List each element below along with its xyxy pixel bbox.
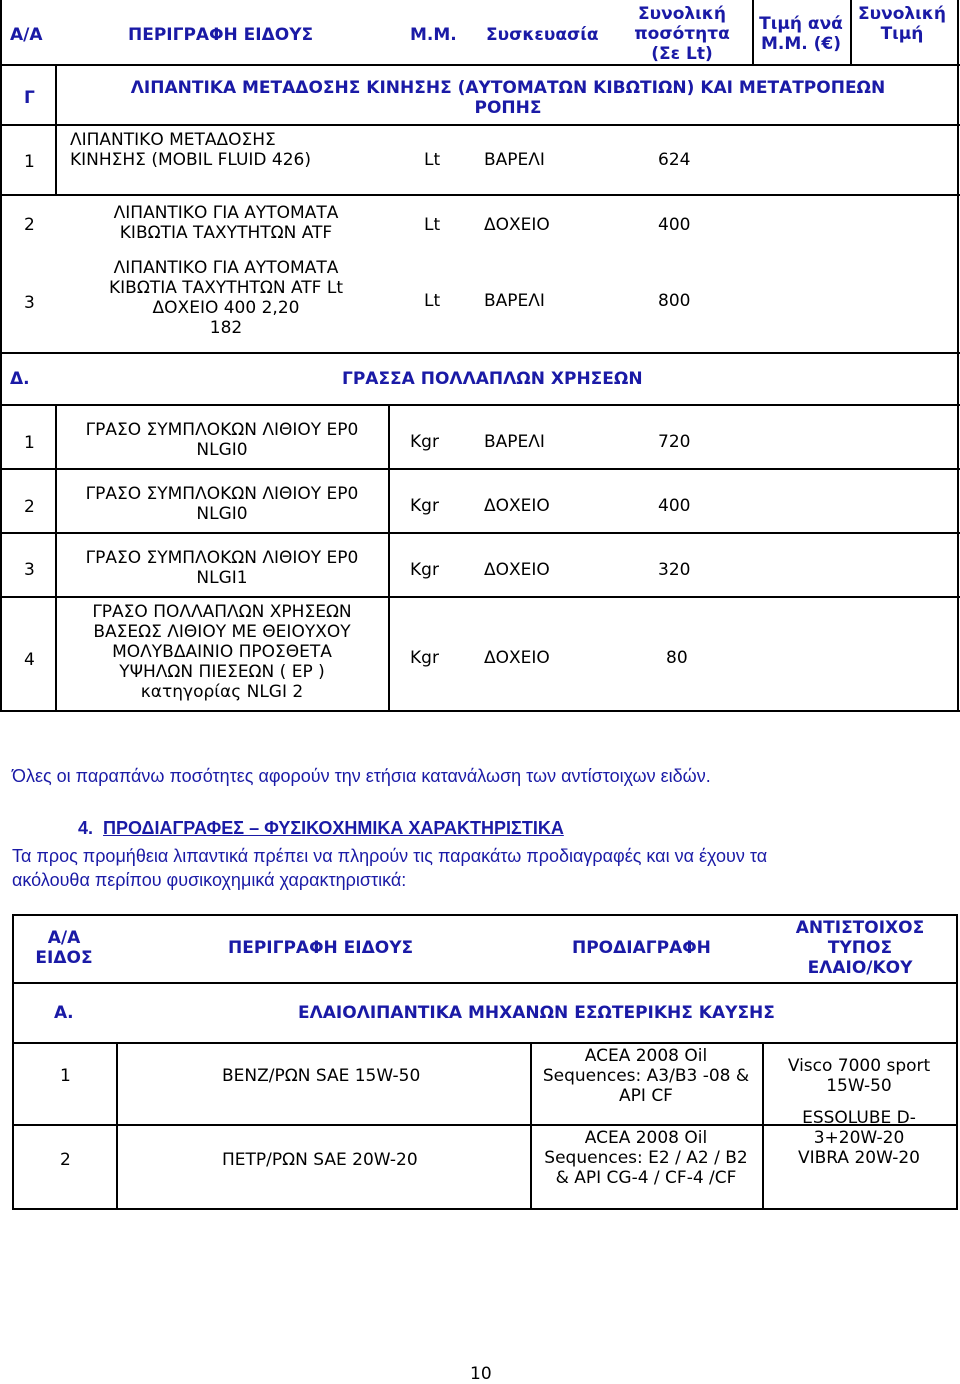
g-row-3-pack: ΒΑΡΕΛΙ [484, 291, 545, 311]
g-row-2-num: 2 [24, 215, 35, 235]
g-row-1-desc: ΛΙΠΑΝΤΙΚΟ ΜΕΤΑΔΟΣΗΣ ΚΙΝΗΣΗΣ (MOBIL FLUID 426) [70, 130, 311, 170]
d-row-1-unit: Kgr [410, 432, 439, 452]
g-row-3-desc: ΛΙΠΑΝΤΙΚΟ ΓΙΑ ΑΥΤΟΜΑΤΑ ΚΙΒΩΤΙΑ ΤΑΧΥΤΗΤΩΝ ATF Lt ΔΟΧΕΙΟ 400 2,20 182 [109, 258, 343, 338]
d-row-4-desc: ΓΡΑΣΟ ΠΟΛΛΑΠΛΩΝ ΧΡΗΣΕΩΝ ΒΑΣΕΩΣ ΛΙΘΙΟΥ ΜΕ ΘΕΙΟΥΧΟΥ ΜΟΛΥΒΔΑΙΝΙΟ ΠΡΟΣΘΕΤΑ ΥΨΗΛΩΝ ΠΙΕΣΕΩΝ ( EP ) κατηγορίας NLGI 2 [92, 602, 352, 702]
d-row-2-num: 2 [24, 497, 35, 517]
g-row-1-num: 1 [24, 152, 35, 172]
d-row-1-desc: ΓΡΑΣΟ ΣΥΜΠΛΟΚΩΝ ΛΙΘΙΟΥ EP0 NLGI0 [85, 420, 359, 460]
section-4-paragraph-line-2: ακόλουθα περίπου φυσικοχημικά χαρακτηριστικά: [12, 870, 407, 890]
d-row-4-num: 4 [24, 650, 35, 670]
section-d-title: ΓΡΑΣΣΑ ΠΟΛΛΑΠΛΩΝ ΧΡΗΣΕΩΝ [342, 369, 643, 389]
g-row-2-pack: ΔΟΧΕΙΟ [484, 215, 550, 235]
header-aa: Α/Α [10, 25, 43, 45]
d-row-3-num: 3 [24, 560, 35, 580]
t2-row-2-spec: ACEA 2008 Oil Sequences: E2 / A2 / B2 & API CG-4 / CF-4 /CF [544, 1128, 748, 1188]
t2-section-a-title: ΕΛΑΙΟΛΙΠΑΝΤΙΚΑ ΜΗΧΑΝΩΝ ΕΣΩΤΕΡΙΚΗΣ ΚΑΥΣΗΣ [298, 1003, 775, 1023]
d-row-2-unit: Kgr [410, 496, 439, 516]
section-4-paragraph-line-1: Τα προς προμήθεια λιπαντικά πρέπει να πληρούν τις παρακάτω προδιαγραφές και να έχουν τα [12, 846, 768, 866]
t2-section-a-code: Α. [54, 1003, 74, 1023]
d-row-2-qty: 400 [658, 496, 691, 516]
t2-row-2-desc: ΠΕΤΡ/ΡΩΝ SAE 20W-20 [222, 1150, 418, 1170]
page-number: 10 [470, 1364, 492, 1384]
t2-header-spec: ΠΡΟΔΙΑΓΡΑΦΗ [572, 938, 711, 958]
g-row-1-pack: ΒΑΡΕΛΙ [484, 150, 545, 170]
t2-row-2-num: 2 [60, 1150, 71, 1170]
g-row-3-qty: 800 [658, 291, 691, 311]
t2-header-equivalent-type: ΑΝΤΙΣΤΟΙΧΟΣ ΤΥΠΟΣ ΕΛΑΙΟ/ΚΟΥ [795, 918, 925, 978]
d-row-4-pack: ΔΟΧΕΙΟ [484, 648, 550, 668]
section-4-heading: 4. ΠΡΟΔΙΑΓΡΑΦΕΣ – ΦΥΣΙΚΟΧΗΜΙΚΑ ΧΑΡΑΚΤΗΡΙΣΤΙΚΑ [78, 818, 564, 838]
t2-header-aa: Α/Α ΕΙΔΟΣ [35, 928, 93, 968]
header-packaging: Συσκευασία [486, 25, 599, 45]
d-row-3-unit: Kgr [410, 560, 439, 580]
header-unit: Μ.Μ. [410, 25, 457, 45]
g-row-2-qty: 400 [658, 215, 691, 235]
section-g-code: Γ [24, 88, 35, 108]
g-row-2-unit: Lt [424, 215, 441, 235]
header-quantity: Συνολική ποσότητα (Σε Lt) [634, 4, 730, 64]
t2-row-1-spec: ACEA 2008 Oil Sequences: A3/B3 -08 & API CF [542, 1046, 750, 1106]
annual-consumption-note: Όλες οι παραπάνω ποσότητες αφορούν την ετήσια κατανάλωση των αντίστοιχων ειδών. [12, 766, 711, 786]
d-row-3-desc: ΓΡΑΣΟ ΣΥΜΠΛΟΚΩΝ ΛΙΘΙΟΥ EP0 NLGI1 [85, 548, 359, 588]
header-unit-price: Τιμή ανά Μ.Μ. (€) [759, 14, 843, 54]
section-d-code: Δ. [10, 369, 30, 389]
header-total-price: Συνολική Τιμή [858, 4, 946, 44]
t2-row-1-type: Visco 7000 sport 15W-50 [787, 1056, 931, 1096]
d-row-4-qty: 80 [666, 648, 688, 668]
g-row-2-desc: ΛΙΠΑΝΤΙΚΟ ΓΙΑ ΑΥΤΟΜΑΤΑ ΚΙΒΩΤΙΑ ΤΑΧΥΤΗΤΩΝ ATF [113, 203, 339, 243]
t2-row-1-num: 1 [60, 1066, 71, 1086]
t2-header-description: ΠΕΡΙΓΡΑΦΗ ΕΙΔΟΥΣ [228, 938, 414, 958]
g-row-3-num: 3 [24, 293, 35, 313]
t2-row-2-type: ESSOLUBE D- 3+20W-20 VIBRA 20W-20 [798, 1108, 920, 1168]
g-row-1-qty: 624 [658, 150, 691, 170]
d-row-3-pack: ΔΟΧΕΙΟ [484, 560, 550, 580]
d-row-2-pack: ΔΟΧΕΙΟ [484, 496, 550, 516]
d-row-1-qty: 720 [658, 432, 691, 452]
d-row-4-unit: Kgr [410, 648, 439, 668]
g-row-3-unit: Lt [424, 291, 441, 311]
g-row-1-unit: Lt [424, 150, 441, 170]
header-description: ΠΕΡΙΓΡΑΦΗ ΕΙΔΟΥΣ [128, 25, 314, 45]
d-row-1-pack: ΒΑΡΕΛΙ [484, 432, 545, 452]
t2-row-1-desc: ΒΕΝΖ/ΡΩΝ SAE 15W-50 [222, 1066, 421, 1086]
d-row-1-num: 1 [24, 433, 35, 453]
d-row-2-desc: ΓΡΑΣΟ ΣΥΜΠΛΟΚΩΝ ΛΙΘΙΟΥ EP0 NLGI0 [85, 484, 359, 524]
d-row-3-qty: 320 [658, 560, 691, 580]
section-g-title: ΛΙΠΑΝΤΙΚΑ ΜΕΤΑΔΟΣΗΣ ΚΙΝΗΣΗΣ (ΑΥΤΟΜΑΤΩΝ ΚΙΒΩΤΙΩΝ) ΚΑΙ ΜΕΤΑΤΡΟΠΕΩΝ ΡΟΠΗΣ [130, 78, 886, 118]
